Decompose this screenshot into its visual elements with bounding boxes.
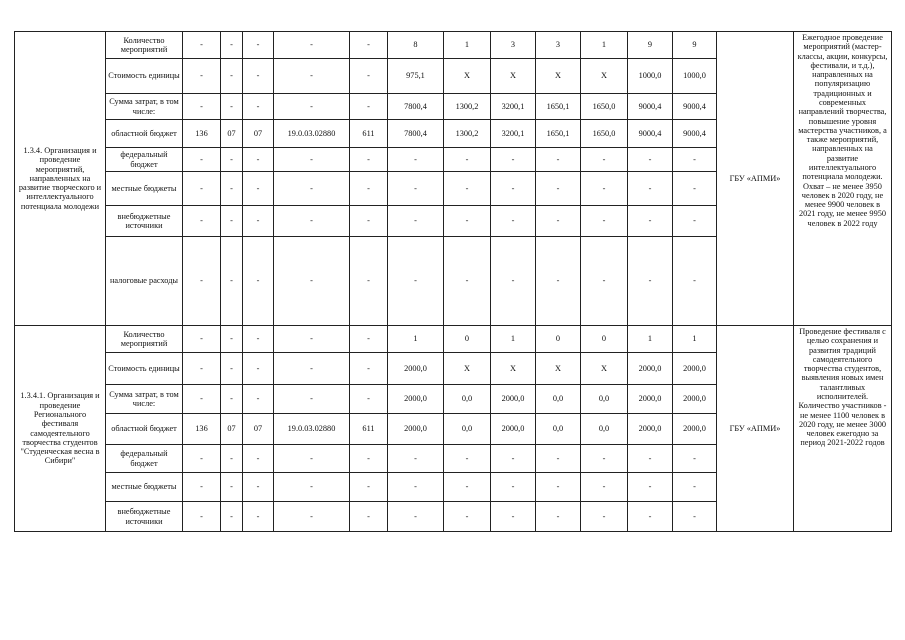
cell-v4: 3 bbox=[536, 32, 581, 59]
cell-v1: 7800,4 bbox=[388, 120, 444, 148]
cell-v7: 1000,0 bbox=[673, 59, 717, 94]
row-label: местные бюджеты bbox=[106, 172, 183, 206]
cell-v1: - bbox=[388, 206, 444, 237]
cell-c2: - bbox=[221, 172, 243, 206]
section-title: 1.3.4.1. Организация и проведение Регионального фестиваля самодеятельного творчества студентов "Студенческая весна в Сибири" bbox=[15, 326, 106, 532]
cell-c4: - bbox=[274, 353, 350, 385]
cell-v2: 0,0 bbox=[444, 385, 491, 414]
cell-v4: - bbox=[536, 237, 581, 326]
cell-v4: 0,0 bbox=[536, 385, 581, 414]
cell-v6: 9 bbox=[628, 32, 673, 59]
cell-v4: 1650,1 bbox=[536, 94, 581, 120]
cell-c1: - bbox=[183, 32, 221, 59]
cell-c2: 07 bbox=[221, 120, 243, 148]
cell-c2: - bbox=[221, 445, 243, 473]
cell-v1: - bbox=[388, 473, 444, 502]
cell-c5: - bbox=[350, 172, 388, 206]
cell-c1: - bbox=[183, 502, 221, 532]
cell-v6: - bbox=[628, 445, 673, 473]
cell-c5: - bbox=[350, 32, 388, 59]
cell-v4: - bbox=[536, 148, 581, 172]
row-label: внебюджетные источники bbox=[106, 502, 183, 532]
row-label: Стоимость единицы bbox=[106, 353, 183, 385]
row-label: Сумма затрат, в том числе: bbox=[106, 94, 183, 120]
cell-v2: - bbox=[444, 148, 491, 172]
cell-c5: - bbox=[350, 206, 388, 237]
cell-c5: - bbox=[350, 385, 388, 414]
cell-c4: - bbox=[274, 326, 350, 353]
cell-v4: 1650,1 bbox=[536, 120, 581, 148]
cell-v3: Х bbox=[491, 59, 536, 94]
cell-v7: - bbox=[673, 473, 717, 502]
cell-v4: - bbox=[536, 172, 581, 206]
cell-c1: - bbox=[183, 237, 221, 326]
cell-v1: 8 bbox=[388, 32, 444, 59]
cell-v2: 0,0 bbox=[444, 414, 491, 445]
cell-c1: - bbox=[183, 206, 221, 237]
cell-v3: - bbox=[491, 502, 536, 532]
cell-v1: - bbox=[388, 445, 444, 473]
cell-c4: - bbox=[274, 385, 350, 414]
cell-c4: - bbox=[274, 172, 350, 206]
row-label: внебюджетные источники bbox=[106, 206, 183, 237]
section-executor: ГБУ «АПМИ» bbox=[717, 326, 794, 532]
row-label: налоговые расходы bbox=[106, 237, 183, 326]
cell-c2: - bbox=[221, 326, 243, 353]
cell-v2: - bbox=[444, 206, 491, 237]
row-label: Стоимость единицы bbox=[106, 59, 183, 94]
cell-c5: - bbox=[350, 473, 388, 502]
cell-c5: - bbox=[350, 353, 388, 385]
cell-c1: - bbox=[183, 172, 221, 206]
cell-v2: Х bbox=[444, 353, 491, 385]
cell-v6: - bbox=[628, 148, 673, 172]
cell-v2: 1 bbox=[444, 32, 491, 59]
cell-v6: 9000,4 bbox=[628, 94, 673, 120]
cell-v7: 2000,0 bbox=[673, 385, 717, 414]
cell-v5: - bbox=[581, 473, 628, 502]
cell-v3: - bbox=[491, 148, 536, 172]
cell-c2: - bbox=[221, 502, 243, 532]
cell-c4: 19.0.03.02880 bbox=[274, 414, 350, 445]
cell-c1: - bbox=[183, 385, 221, 414]
cell-v5: 0,0 bbox=[581, 385, 628, 414]
cell-c3: 07 bbox=[243, 120, 274, 148]
cell-v3: 3200,1 bbox=[491, 120, 536, 148]
cell-v4: Х bbox=[536, 353, 581, 385]
cell-c2: - bbox=[221, 237, 243, 326]
cell-v1: - bbox=[388, 237, 444, 326]
cell-v1: 1 bbox=[388, 326, 444, 353]
cell-v6: 2000,0 bbox=[628, 414, 673, 445]
cell-v1: 2000,0 bbox=[388, 353, 444, 385]
cell-v3: - bbox=[491, 237, 536, 326]
cell-v6: 2000,0 bbox=[628, 385, 673, 414]
cell-c5: - bbox=[350, 59, 388, 94]
cell-c1: - bbox=[183, 445, 221, 473]
cell-v4: - bbox=[536, 502, 581, 532]
cell-v6: 1 bbox=[628, 326, 673, 353]
cell-v3: 2000,0 bbox=[491, 385, 536, 414]
cell-c3: - bbox=[243, 59, 274, 94]
cell-c2: - bbox=[221, 32, 243, 59]
cell-v4: - bbox=[536, 473, 581, 502]
cell-c2: 07 bbox=[221, 414, 243, 445]
cell-v5: - bbox=[581, 237, 628, 326]
cell-c3: - bbox=[243, 94, 274, 120]
cell-c3: - bbox=[243, 32, 274, 59]
cell-v5: 1650,0 bbox=[581, 120, 628, 148]
cell-c3: - bbox=[243, 172, 274, 206]
cell-c4: - bbox=[274, 32, 350, 59]
budget-table bbox=[14, 31, 892, 532]
cell-v3: - bbox=[491, 172, 536, 206]
budget-document-page bbox=[14, 31, 891, 532]
cell-c1: - bbox=[183, 326, 221, 353]
cell-c4: - bbox=[274, 502, 350, 532]
cell-c5: - bbox=[350, 237, 388, 326]
cell-v3: Х bbox=[491, 353, 536, 385]
cell-c5: - bbox=[350, 148, 388, 172]
section-result-description: Проведение фестиваля с целью сохранения и развития традиций самодеятельного творчества студентов, выявления новых имен талантливых исполнителей. Количество участников - не менее 1100 человек в 2020 году, не менее 3000 человек ежегодно за период 2021-2022 годов bbox=[794, 326, 892, 532]
row-label: федеральный бюджет bbox=[106, 445, 183, 473]
cell-v2: - bbox=[444, 237, 491, 326]
cell-c3: - bbox=[243, 473, 274, 502]
cell-v7: 9000,4 bbox=[673, 94, 717, 120]
cell-c3: - bbox=[243, 385, 274, 414]
table-row bbox=[15, 326, 892, 353]
cell-v6: - bbox=[628, 206, 673, 237]
row-label: Количество мероприятий bbox=[106, 326, 183, 353]
cell-v3: 3200,1 bbox=[491, 94, 536, 120]
cell-v7: - bbox=[673, 206, 717, 237]
cell-v6: - bbox=[628, 172, 673, 206]
cell-v2: Х bbox=[444, 59, 491, 94]
cell-v1: - bbox=[388, 502, 444, 532]
cell-v4: 0,0 bbox=[536, 414, 581, 445]
row-label: Сумма затрат, в том числе: bbox=[106, 385, 183, 414]
cell-v4: - bbox=[536, 445, 581, 473]
cell-v2: - bbox=[444, 473, 491, 502]
cell-v6: - bbox=[628, 237, 673, 326]
cell-v5: - bbox=[581, 172, 628, 206]
cell-v3: 3 bbox=[491, 32, 536, 59]
cell-v5: 0,0 bbox=[581, 414, 628, 445]
cell-v2: 1300,2 bbox=[444, 94, 491, 120]
cell-c1: - bbox=[183, 473, 221, 502]
section-executor: ГБУ «АПМИ» bbox=[717, 32, 794, 326]
cell-v5: 1 bbox=[581, 32, 628, 59]
cell-v5: Х bbox=[581, 59, 628, 94]
cell-c1: - bbox=[183, 148, 221, 172]
cell-c3: - bbox=[243, 148, 274, 172]
cell-v5: 0 bbox=[581, 326, 628, 353]
cell-v7: 2000,0 bbox=[673, 353, 717, 385]
cell-v6: - bbox=[628, 473, 673, 502]
cell-v7: 9000,4 bbox=[673, 120, 717, 148]
cell-c5: 611 bbox=[350, 120, 388, 148]
cell-v7: - bbox=[673, 172, 717, 206]
cell-c2: - bbox=[221, 206, 243, 237]
budget-table-body bbox=[15, 32, 892, 532]
cell-v4: Х bbox=[536, 59, 581, 94]
row-label: областной бюджет bbox=[106, 120, 183, 148]
section-title: 1.3.4. Организация и проведение мероприятий, направленных на развитие творческого и интеллектуального потенциала молодежи bbox=[15, 32, 106, 326]
cell-v2: - bbox=[444, 502, 491, 532]
cell-v5: - bbox=[581, 148, 628, 172]
row-label: Количество мероприятий bbox=[106, 32, 183, 59]
cell-c4: - bbox=[274, 445, 350, 473]
cell-c1: 136 bbox=[183, 120, 221, 148]
cell-v7: 2000,0 bbox=[673, 414, 717, 445]
row-label: местные бюджеты bbox=[106, 473, 183, 502]
row-label: областной бюджет bbox=[106, 414, 183, 445]
cell-v1: 975,1 bbox=[388, 59, 444, 94]
cell-c1: - bbox=[183, 353, 221, 385]
section-result-description: Ежегодное проведение мероприятий (мастер-классы, акции, конкурсы, фестивали, и т.д.), направленных на популяризацию традиционных и современных направлений творчества, повышение уровня мастерства участников, а также мероприятий, направленных на развитие интеллектуального потенциала молодежи. Охват – не менее 3950 человек в 2020 году, не менее 9900 человек в 2021 году, не менее 9950 человек в 2022 году bbox=[794, 32, 892, 326]
cell-v6: 9000,4 bbox=[628, 120, 673, 148]
cell-c3: - bbox=[243, 206, 274, 237]
cell-v1: 2000,0 bbox=[388, 385, 444, 414]
cell-v1: 7800,4 bbox=[388, 94, 444, 120]
cell-v1: - bbox=[388, 172, 444, 206]
cell-v2: 1300,2 bbox=[444, 120, 491, 148]
cell-v7: - bbox=[673, 445, 717, 473]
cell-c2: - bbox=[221, 59, 243, 94]
cell-v5: - bbox=[581, 445, 628, 473]
cell-v4: 0 bbox=[536, 326, 581, 353]
cell-c3: - bbox=[243, 353, 274, 385]
cell-v6: - bbox=[628, 502, 673, 532]
cell-c4: - bbox=[274, 59, 350, 94]
cell-v5: Х bbox=[581, 353, 628, 385]
cell-v5: - bbox=[581, 502, 628, 532]
cell-v3: - bbox=[491, 445, 536, 473]
row-label: федеральный бюджет bbox=[106, 148, 183, 172]
cell-c5: 611 bbox=[350, 414, 388, 445]
cell-v2: 0 bbox=[444, 326, 491, 353]
cell-v7: 9 bbox=[673, 32, 717, 59]
cell-v1: 2000,0 bbox=[388, 414, 444, 445]
cell-v5: 1650,0 bbox=[581, 94, 628, 120]
cell-c1: - bbox=[183, 59, 221, 94]
cell-v6: 1000,0 bbox=[628, 59, 673, 94]
cell-c4: - bbox=[274, 237, 350, 326]
cell-c4: - bbox=[274, 148, 350, 172]
cell-v1: - bbox=[388, 148, 444, 172]
cell-v3: 1 bbox=[491, 326, 536, 353]
cell-v7: - bbox=[673, 237, 717, 326]
cell-v6: 2000,0 bbox=[628, 353, 673, 385]
cell-v5: - bbox=[581, 206, 628, 237]
cell-c4: - bbox=[274, 94, 350, 120]
cell-v7: - bbox=[673, 502, 717, 532]
cell-c2: - bbox=[221, 385, 243, 414]
cell-c5: - bbox=[350, 326, 388, 353]
cell-c4: - bbox=[274, 473, 350, 502]
table-row bbox=[15, 32, 892, 59]
cell-c2: - bbox=[221, 94, 243, 120]
cell-v2: - bbox=[444, 445, 491, 473]
cell-c3: - bbox=[243, 502, 274, 532]
cell-c3: - bbox=[243, 237, 274, 326]
cell-c3: 07 bbox=[243, 414, 274, 445]
cell-c1: 136 bbox=[183, 414, 221, 445]
cell-v3: 2000,0 bbox=[491, 414, 536, 445]
cell-c4: - bbox=[274, 206, 350, 237]
cell-c1: - bbox=[183, 94, 221, 120]
cell-c2: - bbox=[221, 353, 243, 385]
cell-c5: - bbox=[350, 502, 388, 532]
cell-c3: - bbox=[243, 445, 274, 473]
cell-c4: 19.0.03.02880 bbox=[274, 120, 350, 148]
cell-c5: - bbox=[350, 445, 388, 473]
cell-v7: 1 bbox=[673, 326, 717, 353]
cell-c3: - bbox=[243, 326, 274, 353]
cell-v4: - bbox=[536, 206, 581, 237]
cell-v7: - bbox=[673, 148, 717, 172]
cell-v3: - bbox=[491, 206, 536, 237]
cell-v3: - bbox=[491, 473, 536, 502]
cell-c5: - bbox=[350, 94, 388, 120]
cell-c2: - bbox=[221, 473, 243, 502]
cell-v2: - bbox=[444, 172, 491, 206]
cell-c2: - bbox=[221, 148, 243, 172]
